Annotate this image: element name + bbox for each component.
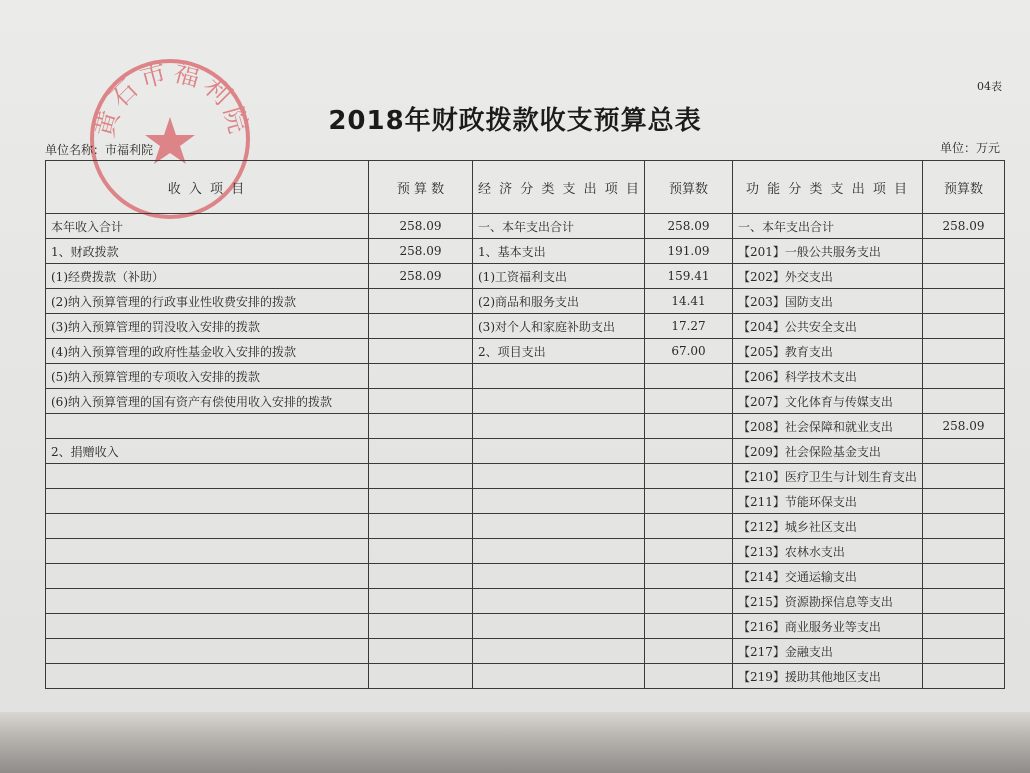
economic-amount-cell xyxy=(645,639,733,664)
income-amount-cell xyxy=(369,439,473,464)
economic-item-cell: 2、项目支出 xyxy=(473,339,645,364)
table-row xyxy=(46,289,1005,314)
table-row xyxy=(46,264,1005,289)
economic-item-cell: 1、基本支出 xyxy=(473,239,645,264)
table-row xyxy=(46,439,1005,464)
economic-item-cell: (1)工资福利支出 xyxy=(473,264,645,289)
function-amount-cell xyxy=(923,589,1005,614)
income-amount-cell xyxy=(369,414,473,439)
function-item-cell: 【204】公共安全支出 xyxy=(733,314,923,339)
function-amount-cell xyxy=(923,514,1005,539)
economic-amount-cell xyxy=(645,414,733,439)
function-item-cell: 【215】资源勘探信息等支出 xyxy=(733,589,923,614)
function-item-cell: 【216】商业服务业等支出 xyxy=(733,614,923,639)
function-item-cell: 【210】医疗卫生与计划生育支出 xyxy=(733,464,923,489)
economic-item-cell xyxy=(473,439,645,464)
income-amount-cell xyxy=(369,614,473,639)
economic-item-cell xyxy=(473,364,645,389)
function-amount-cell xyxy=(923,339,1005,364)
table-row xyxy=(46,464,1005,489)
economic-amount-cell xyxy=(645,564,733,589)
income-item-cell xyxy=(46,589,369,614)
function-amount-cell xyxy=(923,639,1005,664)
table-row xyxy=(46,314,1005,339)
economic-amount-cell xyxy=(645,364,733,389)
economic-item-cell xyxy=(473,514,645,539)
page-title: 2018年财政拨款收支预算总表 xyxy=(328,106,702,136)
function-amount-cell: 258.09 xyxy=(923,414,1005,439)
income-item-cell xyxy=(46,414,369,439)
table-row xyxy=(46,414,1005,439)
header-income-item: 收 入 项 目 xyxy=(46,161,369,214)
function-item-cell: 【205】教育支出 xyxy=(733,339,923,364)
seal-text: 黄石市福利院 xyxy=(89,57,254,141)
income-amount-cell xyxy=(369,664,473,689)
income-item-cell: (3)纳入预算管理的罚没收入安排的拨款 xyxy=(46,314,369,339)
income-amount-cell xyxy=(369,364,473,389)
income-amount-cell xyxy=(369,314,473,339)
income-amount-cell xyxy=(369,389,473,414)
economic-amount-cell xyxy=(645,489,733,514)
economic-amount-cell xyxy=(645,664,733,689)
table-row xyxy=(46,564,1005,589)
function-item-cell: 【206】科学技术支出 xyxy=(733,364,923,389)
income-amount-cell xyxy=(369,289,473,314)
header-function-amount: 预算数 xyxy=(923,161,1005,214)
unit-name: 单位名称：市福利院 xyxy=(45,143,154,157)
income-amount-cell xyxy=(369,339,473,364)
economic-amount-cell xyxy=(645,464,733,489)
income-item-cell xyxy=(46,664,369,689)
income-item-cell: (6)纳入预算管理的国有资产有偿使用收入安排的拨款 xyxy=(46,389,369,414)
function-amount-cell xyxy=(923,389,1005,414)
economic-amount-cell xyxy=(645,514,733,539)
function-item-cell: 【217】金融支出 xyxy=(733,639,923,664)
table-row xyxy=(46,614,1005,639)
function-amount-cell xyxy=(923,239,1005,264)
budget-table-body xyxy=(46,214,1005,689)
economic-amount-cell: 14.41 xyxy=(645,289,733,314)
function-amount-cell xyxy=(923,314,1005,339)
economic-item-cell xyxy=(473,589,645,614)
table-row xyxy=(46,214,1005,239)
function-amount-cell xyxy=(923,564,1005,589)
table-row xyxy=(46,589,1005,614)
economic-amount-cell xyxy=(645,439,733,464)
economic-item-cell xyxy=(473,614,645,639)
economic-item-cell xyxy=(473,464,645,489)
economic-item-cell xyxy=(473,389,645,414)
table-row xyxy=(46,339,1005,364)
economic-amount-cell: 191.09 xyxy=(645,239,733,264)
unit-label: 单位：万元 xyxy=(939,141,1000,155)
function-amount-cell xyxy=(923,439,1005,464)
economic-item-cell: (2)商品和服务支出 xyxy=(473,289,645,314)
table-row xyxy=(46,539,1005,564)
function-item-cell: 【213】农林水支出 xyxy=(733,539,923,564)
income-amount-cell xyxy=(369,589,473,614)
function-item-cell: 【209】社会保险基金支出 xyxy=(733,439,923,464)
income-amount-cell xyxy=(369,639,473,664)
economic-amount-cell: 258.09 xyxy=(645,214,733,239)
income-amount-cell xyxy=(369,514,473,539)
income-item-cell xyxy=(46,639,369,664)
table-row xyxy=(46,664,1005,689)
economic-item-cell xyxy=(473,489,645,514)
table-row xyxy=(46,514,1005,539)
function-item-cell: 【208】社会保障和就业支出 xyxy=(733,414,923,439)
header-function-item: 功 能 分 类 支 出 项 目 xyxy=(733,161,923,214)
function-item-cell: 【211】节能环保支出 xyxy=(733,489,923,514)
function-amount-cell xyxy=(923,464,1005,489)
economic-item-cell xyxy=(473,664,645,689)
budget-table xyxy=(45,160,1005,689)
economic-amount-cell xyxy=(645,614,733,639)
income-amount-cell: 258.09 xyxy=(369,214,473,239)
economic-item-cell: 一、本年支出合计 xyxy=(473,214,645,239)
economic-amount-cell: 159.41 xyxy=(645,264,733,289)
floor-background xyxy=(0,712,1030,773)
function-item-cell: 【214】交通运输支出 xyxy=(733,564,923,589)
function-amount-cell: 258.09 xyxy=(923,214,1005,239)
income-item-cell xyxy=(46,539,369,564)
form-code: 04表 xyxy=(977,80,1002,93)
economic-item-cell xyxy=(473,414,645,439)
economic-item-cell xyxy=(473,564,645,589)
economic-amount-cell: 67.00 xyxy=(645,339,733,364)
header-income-amount: 预 算 数 xyxy=(369,161,473,214)
function-item-cell: 【202】外交支出 xyxy=(733,264,923,289)
function-amount-cell xyxy=(923,489,1005,514)
economic-amount-cell xyxy=(645,589,733,614)
function-item-cell: 【212】城乡社区支出 xyxy=(733,514,923,539)
income-amount-cell: 258.09 xyxy=(369,264,473,289)
income-item-cell xyxy=(46,514,369,539)
income-item-cell: (5)纳入预算管理的专项收入安排的拨款 xyxy=(46,364,369,389)
function-amount-cell xyxy=(923,289,1005,314)
function-amount-cell xyxy=(923,264,1005,289)
table-row xyxy=(46,239,1005,264)
table-header-row xyxy=(46,161,1005,214)
function-amount-cell xyxy=(923,664,1005,689)
table-row xyxy=(46,489,1005,514)
income-item-cell: (4)纳入预算管理的政府性基金收入安排的拨款 xyxy=(46,339,369,364)
table-row xyxy=(46,389,1005,414)
income-item-cell: 本年收入合计 xyxy=(46,214,369,239)
income-item-cell xyxy=(46,564,369,589)
income-item-cell xyxy=(46,464,369,489)
income-amount-cell xyxy=(369,539,473,564)
economic-item-cell xyxy=(473,639,645,664)
economic-item-cell: (3)对个人和家庭补助支出 xyxy=(473,314,645,339)
income-item-cell: (1)经费拨款（补助） xyxy=(46,264,369,289)
header-economic-item: 经 济 分 类 支 出 项 目 xyxy=(473,161,645,214)
income-item-cell xyxy=(46,489,369,514)
function-amount-cell xyxy=(923,614,1005,639)
income-item-cell: (2)纳入预算管理的行政事业性收费安排的拨款 xyxy=(46,289,369,314)
income-amount-cell xyxy=(369,489,473,514)
function-item-cell: 【207】文化体育与传媒支出 xyxy=(733,389,923,414)
income-item-cell xyxy=(46,614,369,639)
income-amount-cell: 258.09 xyxy=(369,239,473,264)
function-item-cell: 【201】一般公共服务支出 xyxy=(733,239,923,264)
economic-amount-cell xyxy=(645,389,733,414)
economic-item-cell xyxy=(473,539,645,564)
table-row xyxy=(46,364,1005,389)
function-amount-cell xyxy=(923,364,1005,389)
economic-amount-cell: 17.27 xyxy=(645,314,733,339)
income-amount-cell xyxy=(369,564,473,589)
income-item-cell: 1、财政拨款 xyxy=(46,239,369,264)
income-amount-cell xyxy=(369,464,473,489)
income-item-cell: 2、捐赠收入 xyxy=(46,439,369,464)
function-item-cell: 一、本年支出合计 xyxy=(733,214,923,239)
economic-amount-cell xyxy=(645,539,733,564)
table-row xyxy=(46,639,1005,664)
header-economic-amount: 预算数 xyxy=(645,161,733,214)
function-amount-cell xyxy=(923,539,1005,564)
function-item-cell: 【219】援助其他地区支出 xyxy=(733,664,923,689)
function-item-cell: 【203】国防支出 xyxy=(733,289,923,314)
